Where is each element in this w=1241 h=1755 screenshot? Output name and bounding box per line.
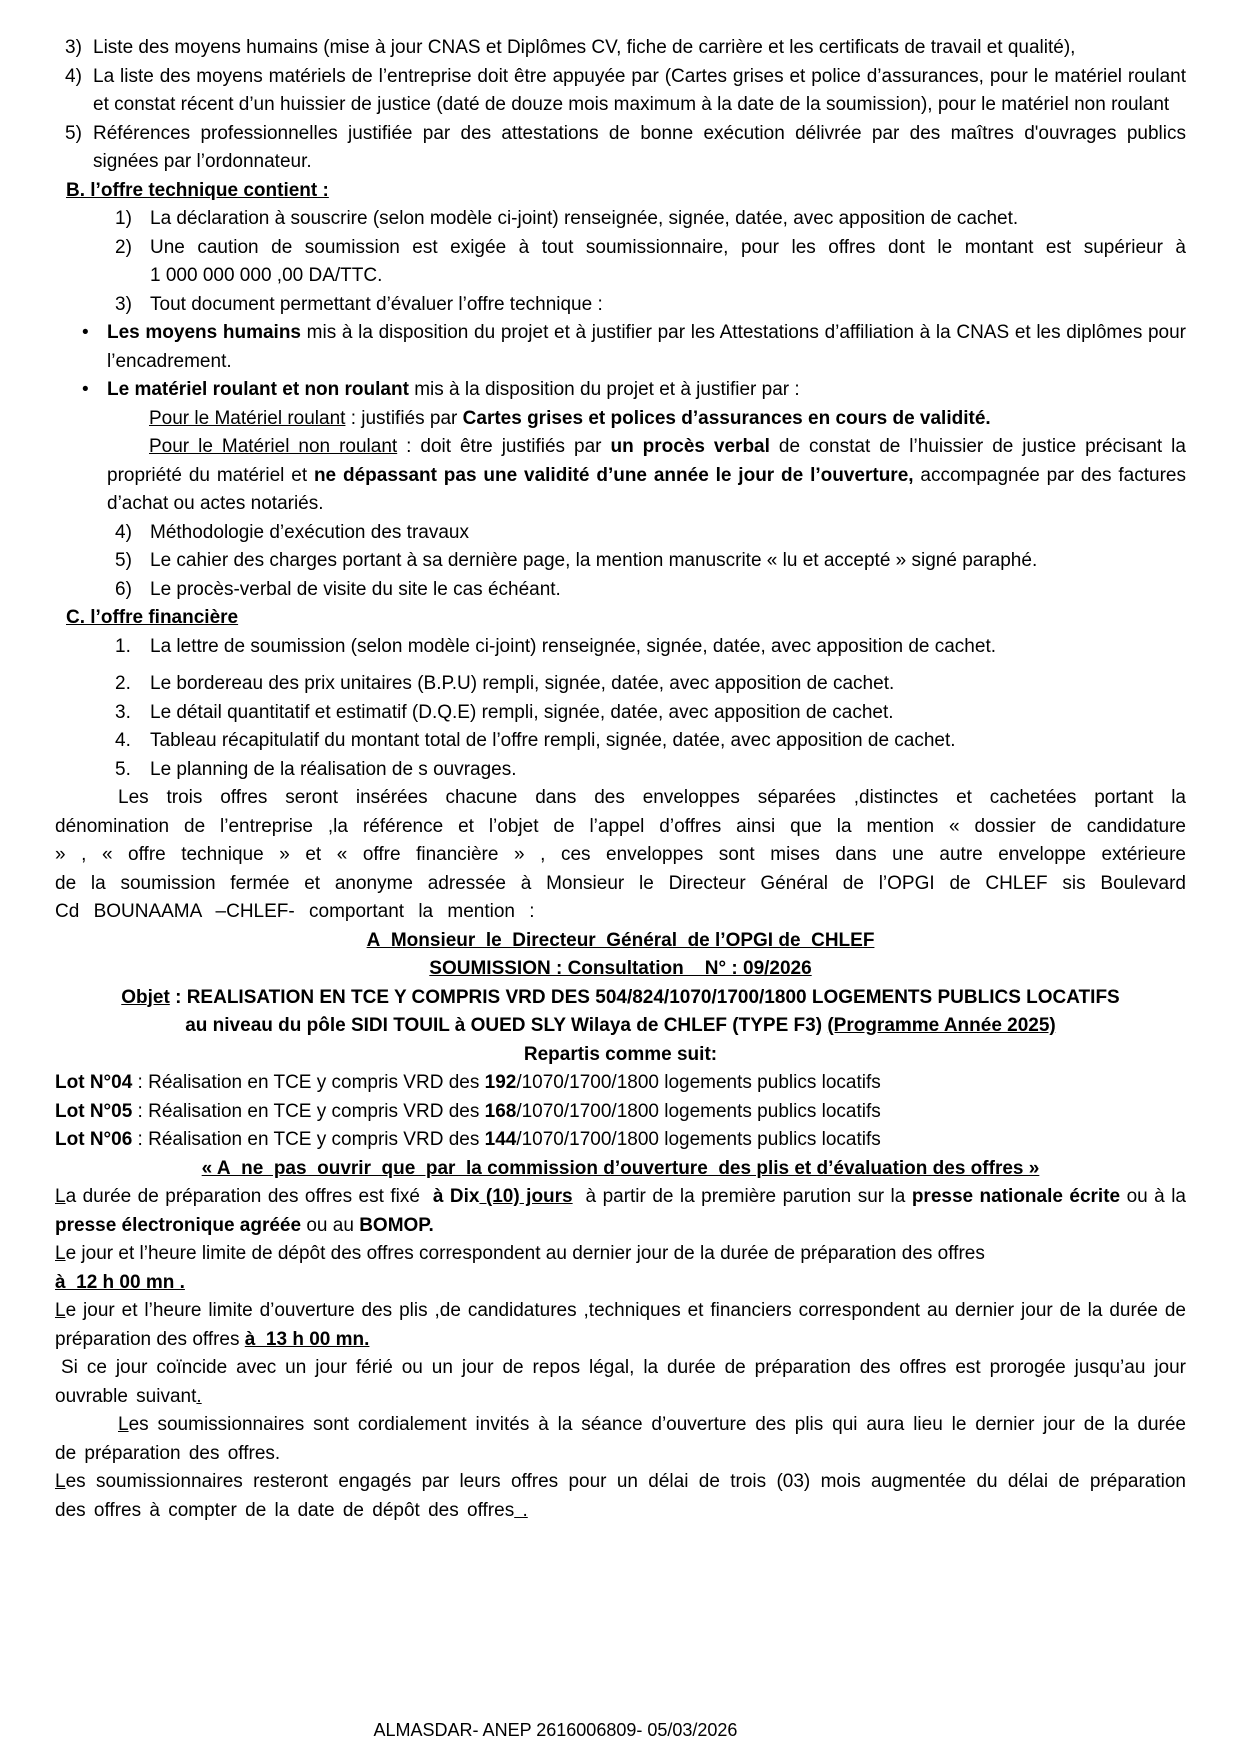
text-run: Les trois offres seront insérées chacune dans des enveloppes séparées ,distinctes et cachetées portant la dénomination de l’entreprise ,la référence et l’objet de l’appel d’offres ainsi que la mention « dossier de candidature » , « offre technique » et « offre financière » , ces enveloppes sont mises dans une autre enveloppe extérieure de la soumission fermée et anonyme adressée à Monsieur le Directeur Général de l’OPGI de CHLEF sis Boulevard Cd BOUNAAMA –CHLEF- comportant la mention : bbox=[55, 787, 1186, 922]
list-marker: 5) bbox=[115, 550, 132, 571]
paragraph bbox=[55, 1354, 1186, 1411]
text-run: mis à la disposition du projet et à justifier par les Attestations d’affiliation à la CNAS et les diplômes pour l’encadrement. bbox=[107, 322, 1187, 372]
text-run: Lot N°04 bbox=[55, 1072, 133, 1093]
section-heading bbox=[66, 177, 1186, 206]
text-run: Le détail quantitatif et estimatif (D.Q.E) rempli, signée, datée, avec apposition de cachet. bbox=[150, 701, 894, 723]
paragraph bbox=[55, 1269, 1186, 1298]
text-run: Tout document permettant d’évaluer l’offre technique : bbox=[150, 293, 603, 315]
text-run: : Réalisation en TCE y compris VRD des bbox=[132, 1129, 485, 1150]
text-run: /1070/1700/1800 logements publics locatifs bbox=[516, 1129, 881, 1150]
lot-line bbox=[55, 1126, 1186, 1155]
text-run: BOMOP. bbox=[359, 1214, 434, 1236]
centered-line bbox=[55, 1155, 1186, 1184]
text-run: B. l’offre technique contient : bbox=[66, 179, 329, 201]
text-run: Une caution de soumission est exigée à tout soumissionnaire, pour les offres dont le montant est supérieur à 1 000 000 000 ,00 DA/TTC. bbox=[150, 236, 1186, 286]
lot-line bbox=[55, 1098, 1186, 1127]
text-run: presse électronique agréée bbox=[55, 1214, 302, 1236]
text-run: ou à la bbox=[1120, 1186, 1186, 1207]
text-run: La lettre de soumission (selon modèle ci-joint) renseignée, signée, datée, avec apposition de cachet. bbox=[150, 635, 997, 657]
list-marker: 1. bbox=[115, 635, 131, 657]
text-run: Objet bbox=[121, 986, 170, 1008]
centered-line bbox=[55, 955, 1186, 984]
text-run: : Réalisation en TCE y compris VRD des bbox=[132, 1100, 485, 1122]
list-marker: 2. bbox=[115, 673, 131, 694]
list-marker: • bbox=[82, 322, 89, 343]
list-item bbox=[55, 699, 1186, 728]
list-item bbox=[55, 519, 1186, 548]
list-marker: 4. bbox=[115, 730, 131, 751]
text-run: C. l’offre financière bbox=[66, 607, 239, 628]
text-run: au niveau du pôle SIDI TOUIL à OUED SLY Wilaya de CHLEF (TYPE F3) bbox=[185, 1015, 828, 1036]
text-run: Méthodologie d’exécution des travaux bbox=[150, 521, 469, 543]
text-run: (10) jours bbox=[479, 1186, 573, 1207]
paragraph bbox=[55, 784, 1186, 927]
paragraph bbox=[55, 1297, 1186, 1354]
hanging-paragraph bbox=[55, 433, 1186, 519]
list-item bbox=[55, 34, 1186, 63]
text-run: Tableau récapitulatif du montant total de l’offre rempli, signée, datée, avec apposition de cachet. bbox=[150, 730, 956, 751]
list-item bbox=[55, 576, 1186, 605]
text-run: : doit être justifiés par bbox=[397, 436, 611, 457]
text-run: accompagnée par des factures d’achat ou actes notariés. bbox=[107, 464, 1186, 514]
list-item bbox=[55, 670, 1186, 699]
text-run: /1070/1700/1800 logements publics locatifs bbox=[516, 1100, 881, 1122]
text-run: Cartes grises et polices d’assurances en cours de validité. bbox=[462, 407, 991, 429]
text-run: e jour et l’heure limite de dépôt des offres correspondent au dernier jour de la durée de préparation des offres bbox=[65, 1243, 985, 1264]
list-item bbox=[55, 63, 1186, 120]
list-item bbox=[55, 205, 1186, 234]
list-marker: 4) bbox=[65, 65, 82, 87]
text-run: Pour le Matériel roulant bbox=[149, 407, 346, 429]
text-run: : REALISATION EN TCE Y COMPRIS VRD DES 504/824/1070/1700/1800 LOGEMENTS PUBLICS LOCATIFS bbox=[169, 986, 1120, 1008]
text-run: Le procès-verbal de visite du site le cas échéant. bbox=[150, 578, 561, 600]
list-marker: 5) bbox=[65, 122, 82, 144]
list-item bbox=[55, 756, 1186, 785]
list-marker: 2) bbox=[115, 236, 132, 258]
text-run: L bbox=[118, 1414, 129, 1435]
text-run: ou au bbox=[301, 1214, 360, 1236]
list-marker: • bbox=[82, 379, 89, 400]
text-run: « A ne pas ouvrir que par la commission d’ouverture des plis et d’évaluation des offres » bbox=[201, 1157, 1040, 1179]
text-run: es soumissionnaires resteront engagés par leurs offres pour un délai de trois (03) mois augmentée du délai de préparation des offres à compter de la date de dépôt des offres bbox=[55, 1471, 1186, 1521]
text-run: L bbox=[55, 1471, 66, 1492]
centered-line bbox=[55, 1012, 1186, 1041]
text-run: à partir de la première parution sur la bbox=[572, 1186, 912, 1207]
footer-text: ALMASDAR- ANEP 2616006809- 05/03/2026 bbox=[373, 1720, 738, 1740]
text-run: A Monsieur le Directeur Général de l’OPGI de CHLEF bbox=[366, 929, 875, 951]
text-run: Les moyens humains bbox=[107, 322, 302, 343]
text-run: 144 bbox=[484, 1129, 517, 1150]
list-item bbox=[55, 376, 1186, 405]
list-marker: 4) bbox=[115, 521, 132, 543]
paragraph bbox=[55, 1240, 1186, 1269]
list-item bbox=[55, 120, 1186, 177]
text-run: /1070/1700/1800 logements publics locatifs bbox=[516, 1072, 881, 1093]
list-item bbox=[55, 234, 1186, 291]
text-run: L bbox=[55, 1186, 66, 1207]
text-run: mis à la disposition du projet et à justifier par : bbox=[408, 379, 800, 400]
centered-line bbox=[55, 984, 1186, 1013]
list-marker: 3. bbox=[115, 701, 131, 723]
text-run: : justifiés par bbox=[345, 407, 463, 429]
text-run: Si ce jour coïncide avec un jour férié ou un jour de repos légal, la durée de préparation des offres est prorogée jusqu’au jour ouvrable suivant bbox=[55, 1357, 1186, 1407]
text-run: Repartis comme suit: bbox=[523, 1043, 718, 1065]
list-item bbox=[55, 319, 1186, 376]
text-run: presse nationale écrite bbox=[911, 1186, 1121, 1207]
text-run: à Dix bbox=[432, 1186, 480, 1207]
paragraph bbox=[55, 1183, 1186, 1240]
text-run: Références professionnelles justifiée par des attestations de bonne exécution délivrée par des maîtres d'ouvrages publics signées par l’ordonnateur. bbox=[93, 122, 1186, 172]
list-item bbox=[55, 547, 1186, 576]
text-run: . bbox=[196, 1385, 202, 1407]
list-marker: 6) bbox=[115, 578, 132, 600]
text-run: La déclaration à souscrire (selon modèle ci-joint) renseignée, signée, datée, avec apposition de cachet. bbox=[150, 208, 1019, 229]
paragraph bbox=[55, 1468, 1186, 1525]
paragraph bbox=[55, 1411, 1186, 1468]
text-run: SOUMISSION : Consultation N° : 09/2026 bbox=[429, 958, 812, 979]
text-run: L bbox=[55, 1300, 66, 1321]
list-item bbox=[55, 633, 1186, 662]
text-run: Le cahier des charges portant à sa dernière page, la mention manuscrite « lu et accepté » signé paraphé. bbox=[150, 550, 1038, 571]
text-run: 192 bbox=[484, 1072, 517, 1093]
text-run: Le bordereau des prix unitaires (B.P.U) rempli, signée, datée, avec apposition de cachet. bbox=[150, 673, 895, 694]
centered-line bbox=[55, 1041, 1186, 1070]
text-run: Le matériel roulant et non roulant bbox=[107, 379, 409, 400]
list-item bbox=[55, 291, 1186, 320]
text-run: Pour le Matériel non roulant bbox=[149, 436, 398, 457]
list-marker: 1) bbox=[115, 208, 132, 229]
text-run: Liste des moyens humains (mise à jour CNAS et Diplômes CV, fiche de carrière et les certificats de travail et qualité), bbox=[93, 37, 1076, 58]
text-run: Le planning de la réalisation de s ouvrages. bbox=[150, 758, 517, 780]
text-run: de constat de l’huissier de justice précisant la propriété du matériel et bbox=[107, 436, 1186, 486]
text-run: à 13 h 00 mn. bbox=[244, 1328, 370, 1350]
section-heading bbox=[66, 604, 1186, 633]
list-item bbox=[55, 727, 1186, 756]
text-run: à 12 h 00 mn . bbox=[55, 1271, 185, 1293]
text-run: : Réalisation en TCE y compris VRD des bbox=[132, 1072, 485, 1093]
text-run: L bbox=[55, 1243, 66, 1264]
text-run: (Programme Année 2025) bbox=[827, 1015, 1056, 1036]
lot-line bbox=[55, 1069, 1186, 1098]
page-footer bbox=[0, 1716, 1176, 1745]
text-run: . bbox=[514, 1499, 528, 1521]
list-marker: 5. bbox=[115, 758, 131, 780]
text-run: un procès verbal bbox=[610, 436, 770, 457]
text-run: e jour et l’heure limite d’ouverture des plis ,de candidatures ,techniques et financiers correspondent au dernier jour de la durée de préparation des offres bbox=[55, 1300, 1186, 1350]
text-run: ne dépassant pas une validité d’une année le jour de l’ouverture, bbox=[313, 464, 914, 486]
hanging-paragraph bbox=[55, 405, 1186, 434]
list-marker: 3) bbox=[65, 37, 82, 58]
document-content bbox=[55, 34, 1186, 1525]
text-run: es soumissionnaires sont cordialement invités à la séance d’ouverture des plis qui aura lieu le dernier jour de la durée de préparation des offres. bbox=[55, 1414, 1186, 1464]
text-run: La liste des moyens matériels de l’entreprise doit être appuyée par (Cartes grises et police d’assurances, pour le matériel roulant et constat récent d’un huissier de justice (daté de douze mois maximum à la date de la soumission), pour le matériel non roulant bbox=[93, 65, 1186, 115]
centered-line bbox=[55, 927, 1186, 956]
list-marker: 3) bbox=[115, 293, 132, 315]
text-run: Lot N°05 bbox=[55, 1100, 133, 1122]
text-run: a durée de préparation des offres est fixé bbox=[65, 1186, 433, 1207]
text-run: Lot N°06 bbox=[55, 1129, 133, 1150]
text-run: 168 bbox=[484, 1100, 517, 1122]
